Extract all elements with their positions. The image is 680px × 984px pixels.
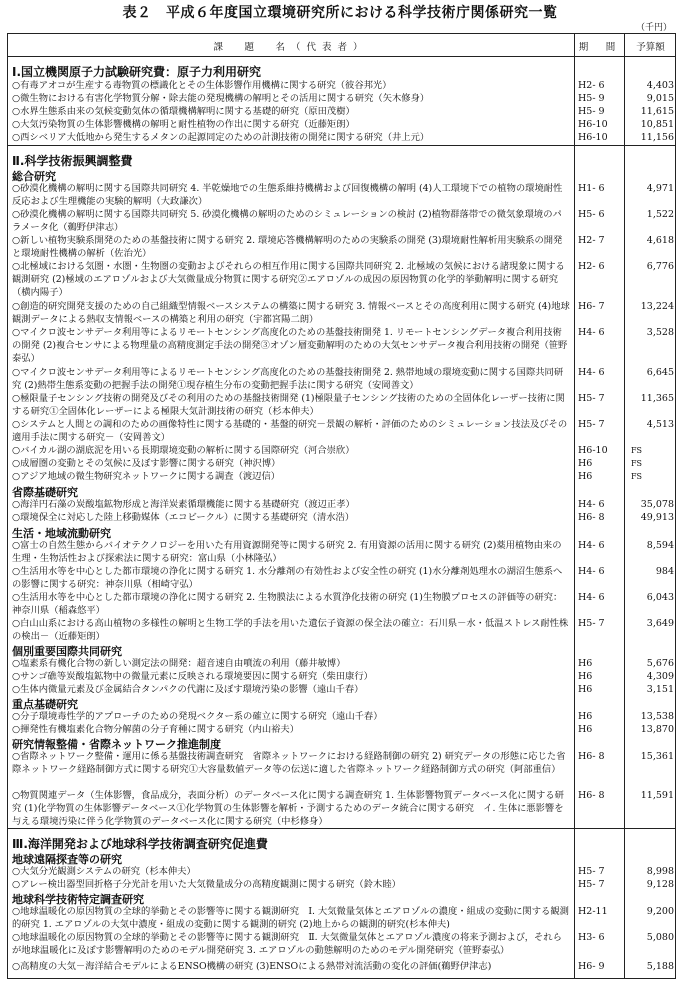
period-cell: H2- 7 (578, 235, 605, 246)
column-divider (624, 34, 625, 978)
budget-cell: 4,309 (646, 671, 674, 682)
period-cell: H5- 6 (578, 209, 605, 220)
period-cell: H5- 7 (578, 393, 605, 404)
period-cell: H5- 9 (578, 106, 605, 117)
period-cell: H6 (578, 671, 593, 682)
subsection-heading: 総合研究 (12, 170, 56, 183)
subsection-heading: 研究情報整備・省際ネットワーク推進制度 (12, 738, 221, 751)
budget-cell: 11,156 (640, 132, 674, 143)
budget-cell: 6,043 (646, 592, 674, 603)
research-title: ○アジア地域の微生物研究ネットワークに関する調査（渡辺信） (12, 471, 281, 482)
research-title: ○塩素系有機化合物の新しい測定法の開発：超音速自由噴流の利用（藤井敏博） (12, 658, 346, 669)
research-title: ○地球温暖化の原因物質の全球的挙動とその影響等に関する観測研究 Ⅰ. 大気微量気体とエアロゾルの濃度・組成の変動に関する観測的研究 1. エアロゾルの大気中濃度・組成の変動に関する観測的研究 (2)地上からの観測的研究(杉本伸夫) (12, 906, 569, 931)
research-title: ○極限量子センシング技術の開発及びその利用のための基盤技術開発 (1)極限量子センシング技術のための全固体化レーザー技術に関する研究①全固体化レーザーによる極限大気計測技術の研究（杉本伸夫） (12, 393, 565, 418)
period-cell: H6 (578, 471, 593, 482)
period-cell: H6-10 (578, 119, 608, 130)
research-title: ○有毒アオコが生産する毒物質の標識化とその生体影響作用機構に関する研究（彼谷邦光） (12, 80, 392, 91)
budget-cell: 984 (655, 566, 674, 577)
budget-cell: 4,513 (646, 419, 674, 430)
header-budget: 予算額 (636, 42, 665, 53)
research-title: ○水界生態系由来の気候変動気体の循環機構解明に関する基礎的研究（原田茂樹） (12, 106, 355, 117)
budget-cell: 4,618 (646, 235, 674, 246)
section-divider (8, 828, 675, 829)
table-title: 表２ 平成６年度国立環境研究所における科学技術庁関係研究一覧 (122, 5, 558, 21)
table-header (8, 34, 675, 57)
budget-cell: 10,851 (640, 119, 674, 130)
research-title: ○微生物における有害化学物質分解・除去能の発現機構の解明とその活用に関する研究（矢木修身） (12, 93, 430, 104)
research-title: ○マイクロ波センサデータ利用等によるリモートセンシング高度化のための基盤技術開発 1. リモートセンシングデータ複合利用技術の開発 (2)複合センサによる物理量の高精度測定手法の開発③オゾン層変動解明のための大気センサデータ複合利用技術の開発（笹野泰弘） (12, 327, 568, 365)
research-title: ○マイクロ波センサデータ利用等によるリモートセンシング高度化のための基盤技術開発 2. 熱帯地域の環境変動に関する国際共同研究 (2)熱帯生態系変動の把握手法の開発①現存植生分布の変動把握手法に関する研究（安岡善文） (12, 367, 564, 392)
budget-cell: 49,913 (640, 512, 674, 523)
budget-cell: 11,591 (640, 790, 674, 801)
period-cell: H4- 6 (578, 566, 605, 577)
header-period: 期 間 (578, 42, 620, 53)
section-heading: Ⅲ.海洋開発および地球科学技術調査研究促進費 (12, 837, 268, 851)
research-title: ○大気汚染物質の生体影響機構の解明と耐性植物の作出に関する研究（近藤矩朗） (12, 119, 355, 130)
budget-cell: 3,528 (646, 327, 674, 338)
budget-cell: FS (631, 459, 643, 468)
budget-cell: 9,015 (646, 93, 674, 104)
period-cell: H6-10 (578, 445, 608, 456)
period-cell: H4- 6 (578, 327, 605, 338)
budget-cell: 9,128 (646, 879, 674, 890)
header-name: 課 題 名（代表者） (213, 42, 369, 53)
period-cell: H6- 8 (578, 751, 605, 762)
subsection-heading: 地球遠隔探査等の研究 (12, 853, 122, 866)
section-divider (8, 145, 675, 146)
period-cell: H5- 7 (578, 618, 605, 629)
budget-cell: 13,538 (640, 711, 674, 722)
budget-cell: 9,200 (646, 906, 674, 917)
budget-cell: 4,971 (646, 183, 674, 194)
budget-cell: 15,361 (640, 751, 674, 762)
research-title: ○北極域における気圏・水圏・生物圏の変動およびそれらの相互作用に関する国際共同研究 2. 北極域の気候における諸現象に関する観測研究 (2)極域のエアロゾルおよび大気微量成分物質に関する研究②エアロゾルの成因の原因物質の化学的挙動解明に関する研究（横内陽子） (12, 261, 565, 299)
column-divider (574, 34, 575, 978)
research-title: ○砂漠化機構の解明に関する国際共同研究 4. 半乾燥地での生態系維持機構および回復機構の解明 (4)人工環境下での植物の環境耐性反応および生理機能の実験的解明（大政謙次） (12, 183, 563, 208)
budget-cell: 3,649 (646, 618, 674, 629)
budget-cell: FS (631, 472, 643, 481)
research-title: ○省際ネットワーク整備・運用に係る基盤技術調査研究 省際ネットワークにおける経路制御の研究 2) 研究データの形態に応じた省際ネットワーク経路制御方式に関する研究①大容量数値データ等の伝送に適した省際ネットワーク経路制御方式の研究（阿部重信） (12, 751, 566, 776)
period-cell: H5- 7 (578, 866, 605, 877)
period-cell: H2- 6 (578, 80, 605, 91)
research-title: ○地球温暖化の原因物質の全球的挙動とその影響等に関する観測研究 Ⅱ. 大気微量気体とエアロゾル濃度の将来予測および，それらが地球温暖化に及ぼす影響解明のためのモデル開発研究 3. エアロゾルの動態解明のためのモデル開発研究（笹野泰弘） (12, 932, 562, 957)
budget-cell: 1,522 (646, 209, 674, 220)
subsection-heading: 重点基礎研究 (12, 698, 78, 711)
period-cell: H5- 7 (578, 879, 605, 890)
research-title: ○新しい植物実験系開発のための基盤技術に関する研究 2. 環境応答機構解明のための実験系の開発 (3)環境耐性解析用実験系の開発と環境耐性機構の解析（佐治光） (12, 235, 563, 260)
research-title: ○アレー検出器型回折格子分光計を用いた大気微量成分の高精度観測に関する研究（鈴木睦） (12, 879, 401, 890)
period-cell: H6 (578, 724, 593, 735)
period-cell: H6- 7 (578, 301, 605, 312)
period-cell: H4- 6 (578, 499, 605, 510)
period-cell: H4- 6 (578, 540, 605, 551)
budget-cell: 5,188 (646, 961, 674, 972)
budget-cell: 35,078 (640, 499, 674, 510)
budget-cell: 3,151 (646, 684, 674, 695)
research-title: ○生体内微量元素及び金属結合タンパクの代謝に及ぼす環境汚染の影響（遠山千春） (12, 684, 364, 695)
period-cell: H2- 6 (578, 261, 605, 272)
budget-cell: 8,594 (646, 540, 674, 551)
research-title: ○生活用水等を中心とした都市環境の浄化に関する研究 1. 水分離剤の有効性および安全性の研究 (1)水分離剤処理水の湖沼生態系への影響に関する研究：神奈川県（相崎守弘） (12, 566, 563, 591)
period-cell: H5- 9 (578, 93, 605, 104)
unit-label: （千円） (635, 23, 672, 33)
budget-cell: 13,870 (640, 724, 674, 735)
research-title: ○バイカル湖の湖底泥を用いる長期環境変動の解析に関する国際研究（河合崇欣） (12, 445, 355, 456)
budget-cell: 5,080 (646, 932, 674, 943)
period-cell: H6-10 (578, 132, 608, 143)
budget-cell: 4,403 (646, 80, 674, 91)
period-cell: H4- 6 (578, 592, 605, 603)
research-title: ○高精度の大気－海洋結合モデルによるENSO機構の研究 (3)ENSOによる熱帯対流活動の変化の評価(鵜野伊津志) (12, 961, 492, 972)
subsection-heading: 地球科学技術特定調査研究 (12, 893, 144, 906)
research-title: ○揮発性有機塩素化合物分解菌の分子育種に関する研究（内山裕夫） (12, 724, 300, 735)
budget-cell: 8,998 (646, 866, 674, 877)
research-table (7, 33, 676, 979)
period-cell: H6 (578, 458, 593, 469)
subsection-heading: 省際基礎研究 (12, 486, 78, 499)
period-cell: H6 (578, 684, 593, 695)
section-heading: Ⅰ.国立機関原子力試験研究費：原子力利用研究 (12, 65, 262, 79)
research-title: ○物質関連データ（生体影響，食品成分，表面分析）のデータベース化に関する調査研究 1. 生体影響物質データベース化に関する研究 (1)化学物質の生体影響データベース①化学物質の生体影響を解析・予測するためのデータ統合に関する研究 イ. 生体に悪影響を与える環境汚染に伴う化学物質のデータベース化に関する研究（中杉修身） (12, 790, 564, 828)
budget-cell: 6,776 (646, 261, 674, 272)
section-heading: Ⅱ.科学技術振興調整費 (12, 154, 133, 168)
research-title: ○サンゴ礁等炭酸塩鉱物中の微量元素に反映される環境要因に関する研究（柴田康行） (12, 671, 373, 682)
budget-cell: 6,645 (646, 367, 674, 378)
period-cell: H6- 9 (578, 961, 605, 972)
period-cell: H4- 6 (578, 367, 605, 378)
research-title: ○システムと人間との調和のための画像特性に関する基礎的・基盤的研究－景観の解析・評価のためのシミュレーション技法及びその適用手法に関する研究－（安岡善文） (12, 419, 568, 444)
research-title: ○砂漠化機構の解明に関する国際共同研究 5. 砂漠化機構の解明のためのシミュレーションの検討 (2)植物群落帯での微気象環境のパラメータ化（鵜野伊津志） (12, 209, 562, 234)
research-title: ○海洋円石藻の炭酸塩鉱物形成と海洋炭素循環機能に関する基礎研究（渡辺正孝） (12, 499, 355, 510)
period-cell: H2-11 (578, 906, 608, 917)
period-cell: H6 (578, 658, 593, 669)
budget-cell: 5,676 (646, 658, 674, 669)
research-title: ○分子環境毒性学的アプローチのための発現ベクター系の確立に関する研究（遠山千春） (12, 711, 383, 722)
subsection-heading: 個別重要国際共同研究 (12, 645, 122, 658)
budget-cell: 11,365 (640, 393, 674, 404)
research-title: ○成層圏の変動とその気候に及ぼす影響に関する研究（神沢博） (12, 458, 281, 469)
research-title: ○白山山系における高山植物の多様性の解明と生物工学的手法を用いた遺伝子資源の保全法の確立：石川県－水・低温ストレス耐性株の検出－（近藤矩朗） (12, 618, 569, 643)
budget-cell: FS (631, 446, 643, 455)
research-title: ○創造的研究開発支援のための自己組織型情報ベースシステムの構築に関する研究 3. 情報ベースとその高度利用に関する研究 (4)地球観測データによる熱収支情報ベースの構築と利用の研究（宇都宮陽二朗） (12, 301, 570, 326)
research-title: ○生活用水等を中心とした都市環境の浄化に関する研究 2. 生物膜法による水質浄化技術の研究 (1)生物膜プロセスの評価等の研究：神奈川県（稲森悠平） (12, 592, 563, 617)
period-cell: H6- 8 (578, 512, 605, 523)
research-title: ○富士の自然生態からバイオテクノロジーを用いた有用資源開発等に関する研究 2. 有用資源の活用に関する研究 (2)薬用植物由来の生理・生物活性および探索法に関する研究：富山県（小林隆弘） (12, 540, 562, 565)
table-row (8, 182, 675, 208)
research-title: ○大気分光観測システムの研究（杉本伸夫） (12, 866, 196, 877)
budget-cell: 13,224 (640, 301, 674, 312)
research-title: ○環境保全に対応した陸上移動媒体（エコビークル）に関する基礎研究（清水浩） (12, 512, 355, 523)
period-cell: H6- 8 (578, 790, 605, 801)
period-cell: H1- 6 (578, 183, 605, 194)
research-title: ○西シベリア大低地から発生するメタンの起源同定のための計測技術の開発に関する研究（井上元） (12, 132, 430, 143)
budget-cell: 11,615 (640, 106, 674, 117)
period-cell: H3- 6 (578, 932, 605, 943)
period-cell: H6 (578, 711, 593, 722)
period-cell: H5- 7 (578, 419, 605, 430)
subsection-heading: 生活・地域流動研究 (12, 527, 111, 540)
